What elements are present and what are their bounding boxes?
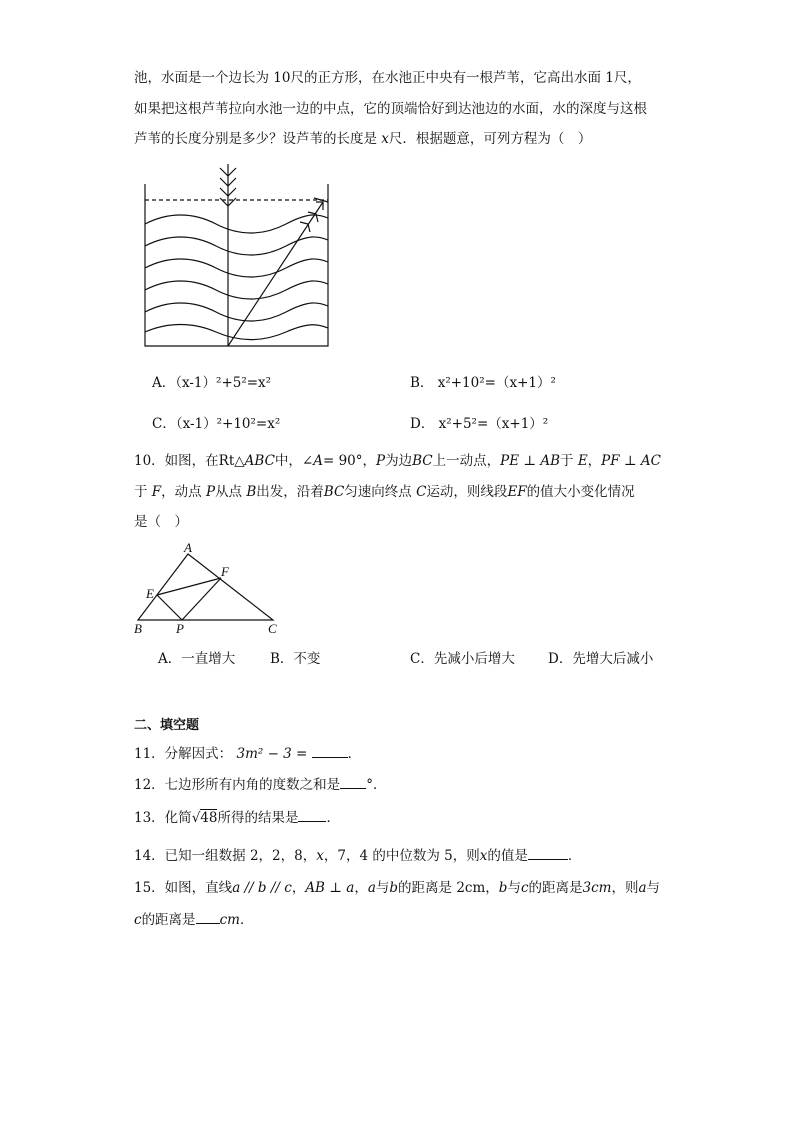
q9-option-c[interactable]: C．（x-1）²+10²=x² — [152, 416, 281, 432]
segment-pf — [182, 578, 221, 620]
label-e: E — [146, 586, 154, 601]
wave-3 — [145, 259, 328, 277]
q10-text: 的值大小变化情况 — [526, 484, 635, 500]
q10-text: ⊥ — [619, 453, 641, 469]
q10-option-b[interactable]: B．不变 — [270, 651, 321, 667]
q15-var: c — [134, 912, 142, 928]
label-b: B — [134, 621, 142, 636]
q12 — [134, 774, 386, 795]
q10-option-d[interactable]: D．先增大后减小 — [548, 651, 654, 667]
wave-1 — [145, 215, 328, 233]
q10-text: 中，∠ — [274, 453, 314, 469]
q10-line-2 — [134, 482, 635, 502]
q15-var: a — [367, 880, 376, 896]
q13-radicand: 48 — [200, 810, 218, 826]
q9-line-2: 如果把这根芦苇拉向水池一边的中点，它的顶端恰好到达池边的水面，水的深度与这根 — [134, 101, 647, 117]
q9-line-3 — [134, 129, 591, 149]
reed-pond-figure — [138, 160, 338, 354]
q15-perp: AB ⊥ a — [305, 880, 355, 896]
q12-text: 12．七边形所有内角的度数之和是 — [134, 777, 341, 793]
q10-text: = 90°， — [322, 453, 376, 469]
reed-leaning — [228, 202, 323, 346]
q15-var: a — [638, 880, 647, 896]
q14-text-b: ，7，4 的中位数为 5，则 — [323, 848, 480, 864]
q10-text: ， — [587, 453, 602, 469]
q10-var: BC — [412, 453, 433, 469]
q15-text: 15．如图，直线 — [134, 880, 233, 896]
q10-text: 10．如图，在Rt△ — [134, 453, 245, 469]
q10-var: BC — [323, 484, 345, 500]
triangle-abc — [138, 554, 273, 620]
q9-option-a[interactable]: A．（x-1）²+5²=x² — [152, 375, 272, 391]
q11-expression: 3m² − 3 = — [236, 746, 308, 762]
section-heading: 二、填空题 — [134, 718, 200, 733]
q15-var: c — [520, 880, 529, 896]
q13-text-b: 所得的结果是 — [217, 810, 299, 826]
pond-outline — [145, 184, 328, 346]
q10-var: E — [577, 453, 588, 469]
q14-answer-blank[interactable] — [528, 845, 568, 860]
q11-answer-blank[interactable] — [312, 743, 348, 758]
q15-text: 与 — [375, 880, 390, 896]
q15-text: 与 — [507, 880, 521, 896]
q15-text: 的距离是 — [141, 912, 196, 928]
var-x: x — [381, 131, 389, 147]
q10-var: PE — [500, 453, 520, 469]
q15-unit: cm — [219, 912, 240, 928]
q10-option-c[interactable]: C．先减小后增大 — [410, 651, 515, 667]
q10-text: 匀速向终点 — [344, 484, 417, 500]
label-c: C — [268, 621, 277, 636]
q10-text: 运动，则线段 — [426, 484, 508, 500]
q13-end: ． — [326, 810, 340, 826]
sqrt-icon: √ — [191, 810, 201, 826]
q14-end: ． — [567, 848, 582, 864]
q9-option-d[interactable]: D． x²+5²=（x+1）² — [410, 416, 549, 432]
q15-text: ，则 — [611, 880, 639, 896]
q10-text: 出发，沿着 — [256, 484, 324, 500]
q9-line-3-b: 尺．根据题意，可列方程为（ ） — [388, 131, 592, 147]
q14 — [134, 845, 581, 866]
q14-var: x — [316, 848, 324, 864]
q12-end: °． — [366, 777, 387, 793]
q15-text: ， — [354, 880, 368, 896]
q10-var: EF — [507, 484, 527, 500]
q15-var: b — [498, 880, 508, 896]
q10-var: P — [205, 484, 216, 500]
q15-relation: a // b // c — [232, 880, 292, 896]
q15-var: b — [389, 880, 399, 896]
triangle-figure — [128, 540, 288, 640]
segment-pe — [157, 595, 182, 620]
q10-var: P — [376, 453, 386, 469]
wave-6 — [145, 325, 328, 340]
q10-text: 于 — [560, 453, 578, 469]
wave-5 — [145, 303, 328, 321]
label-p: P — [176, 621, 184, 636]
q15-answer-blank[interactable] — [196, 909, 220, 924]
q12-answer-blank[interactable] — [340, 774, 366, 789]
wave-2 — [145, 237, 328, 255]
q10-text: ，动点 — [161, 484, 206, 500]
q15-line-1 — [134, 878, 660, 898]
q11-text: 11．分解因式： — [134, 746, 233, 762]
q15-line-2 — [134, 909, 253, 930]
q10-var: C — [416, 484, 427, 500]
q10-text: 于 — [134, 484, 152, 500]
q10-var: F — [151, 484, 162, 500]
q11-end: ． — [347, 746, 362, 762]
q15-text: 与 — [646, 880, 661, 896]
q9-option-b[interactable]: B． x²+10²=（x+1）² — [410, 375, 556, 391]
label-f: F — [221, 564, 229, 579]
q11 — [134, 743, 361, 764]
q10-option-a[interactable]: A．一直增大 — [158, 651, 236, 667]
q10-text: 从点 — [215, 484, 247, 500]
q10-var: ABC — [244, 453, 275, 469]
q10-text: 为边 — [385, 453, 413, 469]
q13 — [134, 807, 340, 828]
q14-var: x — [479, 848, 488, 864]
q10-line-3: 是（ ） — [134, 514, 188, 530]
q9-line-3-a: 芦苇的长度分别是多少？设芦苇的长度是 — [134, 131, 382, 147]
q15-value: 3cm — [582, 880, 612, 896]
q10-var: B — [246, 484, 257, 500]
q15-text: 的距离是 — [528, 880, 583, 896]
q10-text: 上一动点， — [432, 453, 501, 469]
q13-answer-blank[interactable] — [298, 807, 326, 822]
q10-var: A — [313, 453, 323, 469]
q14-text-c: 的值是 — [487, 848, 528, 864]
q10-var: AC — [640, 453, 661, 469]
q10-var: PF — [601, 453, 620, 469]
q10-text: ⊥ — [519, 453, 541, 469]
q15-text: ， — [291, 880, 306, 896]
q10-var: AB — [540, 453, 561, 469]
q9-line-1: 池，水面是一个边长为 10尺的正方形，在水池正中央有一根芦苇，它高出水面 1尺， — [134, 70, 641, 86]
q15-end: ． — [239, 912, 254, 928]
q15-text: 的距离是 2cm， — [398, 880, 499, 896]
wave-4 — [145, 281, 328, 299]
q14-text: 14．已知一组数据 2，2，8， — [134, 848, 317, 864]
q10-line-1 — [134, 451, 661, 471]
segment-ef — [157, 578, 221, 595]
label-a: A — [184, 540, 192, 555]
q13-text: 13．化简 — [134, 810, 192, 826]
